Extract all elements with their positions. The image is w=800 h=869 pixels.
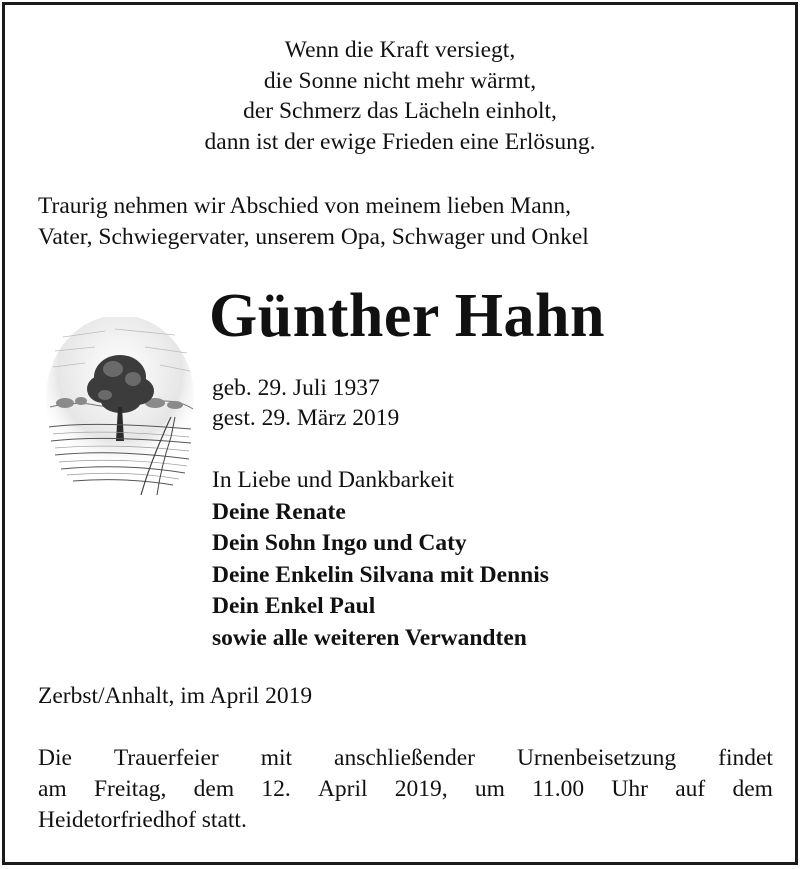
deceased-name: Günther Hahn	[209, 282, 605, 350]
poem-line: Wenn die Kraft versiegt,	[284, 37, 516, 63]
service-word: anschließender	[334, 745, 475, 771]
death-date: gest. 29. März 2019	[212, 405, 400, 431]
intro-line: Traurig nehmen wir Abschied von meinem lieben Mann,	[38, 193, 572, 219]
service-word: dem	[193, 776, 235, 802]
service-word: April	[317, 776, 368, 802]
mourner: Deine Enkelin Silvana mit Dennis	[212, 561, 549, 588]
funeral-service-info	[38, 743, 773, 836]
service-word: Uhr	[611, 776, 648, 802]
mourners	[212, 465, 549, 654]
service-word: Urnenbeisetzung	[516, 745, 677, 771]
service-line	[38, 774, 773, 805]
mourner: Deine Renate	[212, 498, 346, 525]
intro-text	[38, 191, 589, 253]
poem	[5, 35, 795, 157]
birth-date: geb. 29. Juli 1937	[212, 375, 380, 401]
service-line	[38, 743, 773, 774]
mourner: Dein Sohn Ingo und Caty	[212, 530, 467, 556]
service-word: am	[38, 776, 67, 802]
obituary-notice	[2, 2, 798, 865]
service-word: Freitag,	[93, 776, 167, 802]
tree-illustration	[45, 317, 195, 495]
mourners-intro: In Liebe und Dankbarkeit	[212, 467, 455, 493]
service-word: Die	[38, 745, 72, 771]
life-dates	[212, 373, 399, 433]
mourner: sowie alle weiteren Verwandten	[212, 624, 527, 651]
mourner: Dein Enkel Paul	[212, 593, 376, 619]
service-word: um	[474, 776, 505, 802]
service-word: mit	[260, 745, 293, 771]
poem-line: dann ist der ewige Frieden eine Erlösung.	[204, 128, 596, 155]
service-word: Trauerfeier	[113, 745, 219, 771]
service-word: 11.00	[532, 776, 585, 802]
place-date: Zerbst/Anhalt, im April 2019	[38, 683, 313, 709]
service-line: Heidetorfriedhof statt.	[38, 807, 247, 833]
service-word: auf	[675, 776, 706, 802]
poem-line: der Schmerz das Lächeln einholt,	[243, 98, 557, 124]
poem-line: die Sonne nicht mehr wärmt,	[263, 67, 537, 94]
service-word: 12.	[261, 776, 291, 802]
service-word: 2019,	[394, 776, 448, 802]
service-word: findet	[718, 745, 773, 771]
service-word: dem	[732, 776, 773, 802]
intro-line: Vater, Schwiegervater, unserem Opa, Schwager und Onkel	[38, 224, 589, 250]
